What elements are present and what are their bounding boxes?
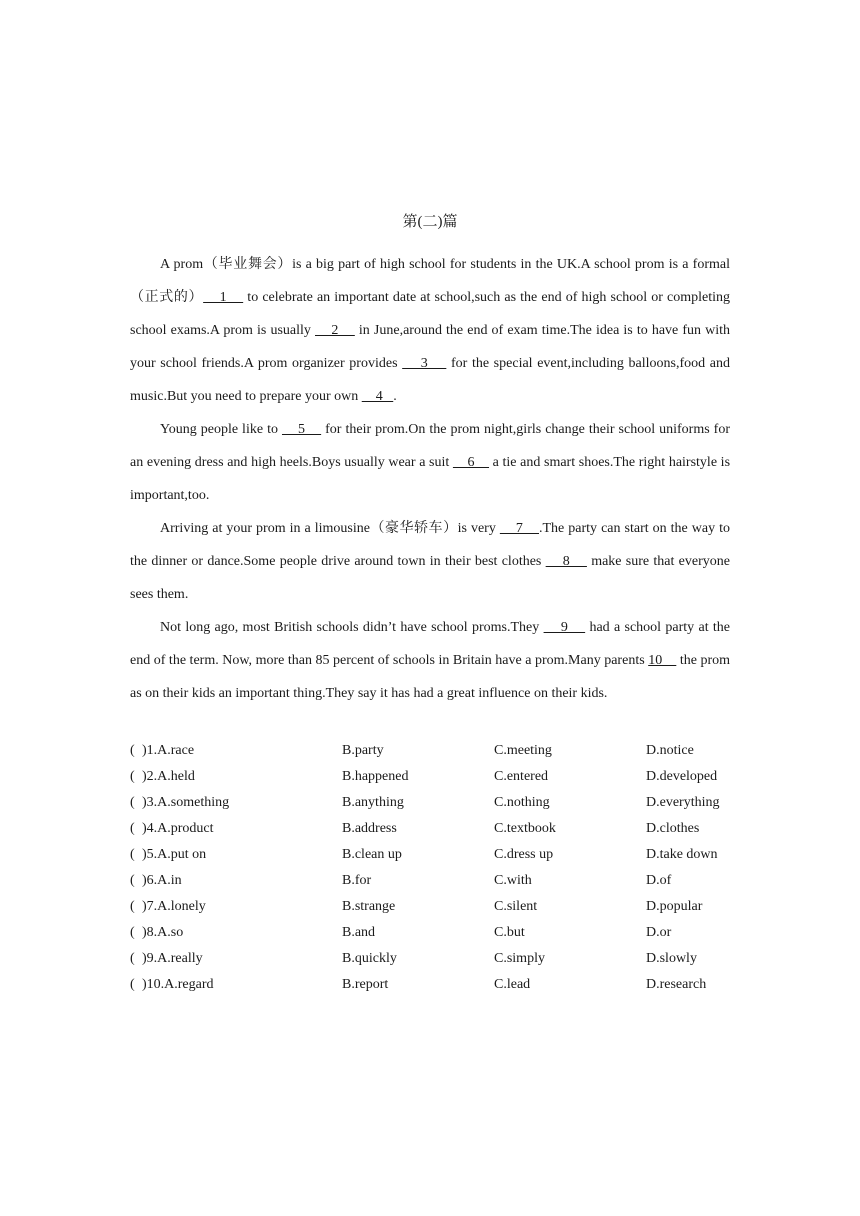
- option-c: C.with: [494, 873, 532, 888]
- option-c: C.but: [494, 925, 525, 940]
- passage-text: A prom（毕业舞会）is a big part of high school for students in the UK.A school prom is a formal（正式的）: [130, 257, 730, 305]
- passage-text: .: [393, 389, 397, 404]
- answer-paren: (: [130, 821, 135, 836]
- blank-number: 4: [361, 389, 394, 404]
- option-a: )2.A.held: [142, 769, 195, 784]
- option-c: C.simply: [494, 951, 545, 966]
- question-row: [130, 868, 740, 894]
- passage-text: for their prom.On the prom night,girls change their school uniforms for an evening dress and high heels.Boys usually wear a suit: [130, 422, 730, 470]
- option-d: D.notice: [646, 743, 694, 758]
- option-c: C.meeting: [494, 743, 552, 758]
- option-b: B.address: [342, 821, 397, 836]
- blank-number: 6: [452, 455, 490, 470]
- option-a: )9.A.really: [142, 951, 203, 966]
- question-row: [130, 790, 740, 816]
- option-b: B.and: [342, 925, 376, 940]
- blank-number: 3: [402, 356, 447, 371]
- option-c: C.entered: [494, 769, 549, 784]
- option-d: D.popular: [646, 899, 703, 914]
- question-row: [130, 946, 740, 972]
- passage-text: to celebrate an important date at school,such as the end of high school or completing school exams.A prom is usually: [130, 290, 731, 338]
- blank-number: 2: [315, 323, 355, 338]
- passage-text: the prom as on their kids an important thing.They say it has had a great influence on their kids.: [130, 653, 731, 701]
- blank-number: 7: [499, 521, 539, 536]
- option-d: D.slowly: [646, 951, 697, 966]
- options-list: [130, 738, 740, 998]
- passage-text: a tie and smart shoes.The right hairstyle is important,too.: [130, 455, 731, 503]
- passage-text: make sure that everyone sees them.: [130, 554, 730, 602]
- answer-paren: (: [130, 795, 135, 810]
- answer-paren: (: [130, 743, 135, 758]
- option-d: D.of: [646, 873, 672, 888]
- question-row: [130, 764, 740, 790]
- option-d: D.developed: [646, 769, 718, 784]
- question-row: [130, 972, 740, 998]
- option-b: B.strange: [342, 899, 396, 914]
- answer-paren: (: [130, 873, 135, 888]
- option-d: D.research: [646, 977, 707, 992]
- option-c: C.nothing: [494, 795, 550, 810]
- blank-number: 8: [545, 554, 587, 569]
- passage: [130, 248, 730, 710]
- question-row: [130, 842, 740, 868]
- answer-paren: (: [130, 899, 135, 914]
- section-title: 第(二)篇: [402, 214, 458, 230]
- option-b: B.quickly: [342, 951, 397, 966]
- question-row: [130, 738, 740, 764]
- option-d: D.take down: [646, 847, 718, 862]
- option-c: C.textbook: [494, 821, 556, 836]
- blank-number: 5: [281, 422, 322, 437]
- option-c: C.dress up: [494, 847, 554, 862]
- blank-number: 10: [648, 653, 677, 668]
- passage-text: had a school party at the end of the term. Now, more than 85 percent of schools in Britain have a prom.Many parents: [130, 620, 731, 668]
- option-a: )3.A.something: [142, 795, 230, 810]
- option-b: B.happened: [342, 769, 409, 784]
- passage-paragraph: [130, 512, 730, 611]
- option-d: D.everything: [646, 795, 720, 810]
- passage-text: Young people like to: [160, 422, 282, 437]
- option-c: C.lead: [494, 977, 531, 992]
- passage-text: .The party can start on the way to the dinner or dance.Some people drive around town in their best clothes: [130, 521, 731, 569]
- option-c: C.silent: [494, 899, 538, 914]
- option-a: )10.A.regard: [142, 977, 214, 992]
- option-b: B.anything: [342, 795, 404, 810]
- option-a: )7.A.lonely: [142, 899, 206, 914]
- option-d: D.clothes: [646, 821, 700, 836]
- passage-text: Not long ago, most British schools didn’t have school proms.They: [160, 620, 544, 635]
- passage-text: for the special event,including balloons,food and music.But you need to prepare your own: [130, 356, 731, 404]
- answer-paren: (: [130, 847, 135, 862]
- question-row: [130, 816, 740, 842]
- option-a: )8.A.so: [142, 925, 184, 940]
- option-b: B.clean up: [342, 847, 402, 862]
- passage-paragraph: [130, 413, 730, 512]
- option-b: B.report: [342, 977, 389, 992]
- option-b: B.for: [342, 873, 372, 888]
- blank-number: 9: [543, 620, 586, 635]
- answer-paren: (: [130, 769, 135, 784]
- option-a: )1.A.race: [142, 743, 195, 758]
- option-a: )5.A.put on: [142, 847, 207, 862]
- passage-text: Arriving at your prom in a limousine（豪华轿车）is very: [160, 521, 500, 536]
- passage-paragraph: [130, 611, 730, 710]
- passage-paragraph: [130, 248, 730, 413]
- answer-paren: (: [130, 925, 135, 940]
- option-d: D.or: [646, 925, 672, 940]
- question-row: [130, 920, 740, 946]
- answer-paren: (: [130, 977, 135, 992]
- option-a: )6.A.in: [142, 873, 182, 888]
- answer-paren: (: [130, 951, 135, 966]
- passage-text: in June,around the end of exam time.The idea is to have fun with your school friends.A prom organizer provides: [130, 323, 731, 371]
- option-a: )4.A.product: [142, 821, 214, 836]
- question-row: [130, 894, 740, 920]
- blank-number: 1: [203, 290, 244, 305]
- option-b: B.party: [342, 743, 384, 758]
